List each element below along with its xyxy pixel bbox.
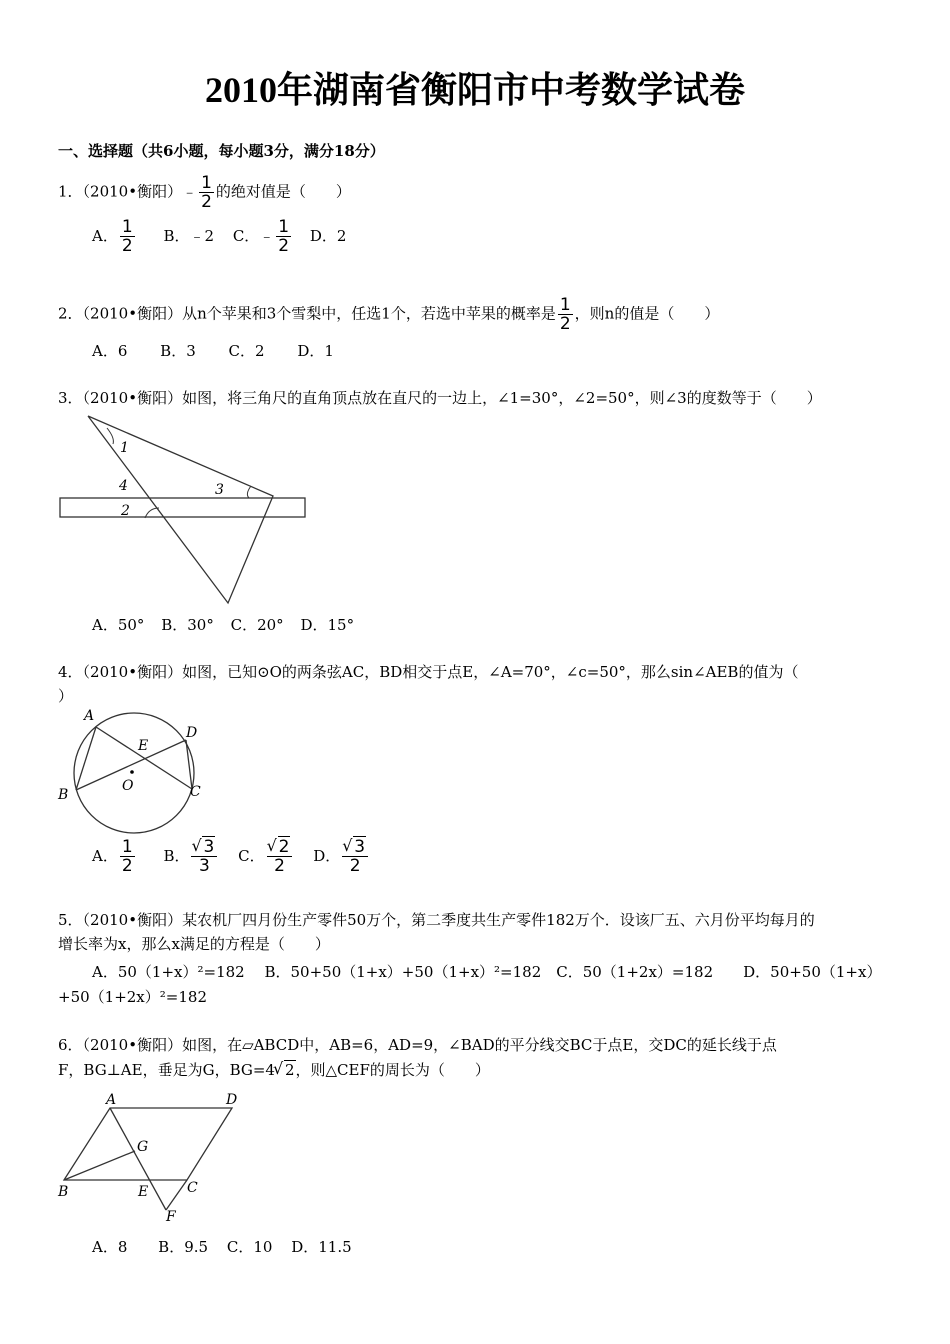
label-d: D — [186, 725, 198, 741]
question-1-stem-a: （2010•衡阳）﹣ — [82, 182, 198, 201]
question-4 — [58, 660, 798, 684]
chord-ac — [96, 727, 192, 789]
label-4: 4 — [119, 478, 128, 494]
q1-option-c[interactable]: C．﹣ $\frac{1}{2}$ — [232, 217, 290, 256]
question-6-stem-b: F，BG⊥AE，垂足为G，BG=4√ 2，则△CEF的周长为（ ） — [58, 1058, 490, 1082]
q2-option-b[interactable]: B．3 — [160, 342, 196, 360]
circle-o — [74, 713, 194, 833]
question-1-number: 1． — [58, 182, 83, 201]
question-5-number: 5． — [58, 911, 83, 929]
q3-option-a[interactable]: A．50° — [92, 616, 145, 634]
label-e: E — [138, 738, 149, 754]
question-2-stem-b: ，则n的值是（ ） — [574, 304, 720, 323]
q2-option-a[interactable]: A．6 — [92, 342, 128, 360]
set-square — [88, 416, 273, 603]
label-g: G — [137, 1139, 149, 1155]
page-title: 2010年湖南省衡阳市中考数学试卷 — [204, 70, 745, 110]
q1-option-d[interactable]: D．2 — [309, 226, 347, 245]
label-2: 2 — [121, 503, 130, 519]
q2-option-d[interactable]: D．1 — [297, 342, 334, 360]
q4-option-a[interactable]: A． $\frac{1}{2}$ — [92, 837, 133, 876]
section-heading: 一、选择题（共6小题，每小题3分，满分18分） — [58, 142, 385, 160]
question-6 — [58, 1033, 777, 1057]
question-4-stem-a: （2010•衡阳）如图，已知⊙O的两条弦AC，BD相交于点E，∠A=70°，∠c=50°，那么sin∠AEB的值为（ — [82, 663, 799, 681]
label-c: C — [187, 1180, 198, 1196]
q6-option-b[interactable]: B．9.5 — [158, 1238, 209, 1256]
question-5-options-line1[interactable]: A．50（1+x）²=182 B．50+50（1+x）+50（1+x）²=182 C．50（1+2x）=182 D．50+50（1+x） — [92, 963, 882, 981]
label-f: F — [166, 1209, 176, 1225]
line-cf — [166, 1180, 187, 1210]
label-a: A — [84, 708, 95, 724]
label-3: 3 — [215, 482, 224, 498]
q6-figure — [52, 1088, 252, 1226]
label-e: E — [138, 1184, 149, 1200]
question-6-stem-a: （2010•衡阳）如图，在▱ABCD中，AB=6，AD=9，∠BAD的平分线交BC于点E，交DC的延长线于点 — [82, 1036, 777, 1054]
angle-3-arc — [247, 486, 251, 498]
question-2 — [58, 296, 719, 333]
label-o: O — [122, 778, 134, 794]
q6-option-a[interactable]: A．8 — [92, 1238, 128, 1256]
label-1: 1 — [120, 440, 129, 456]
question-3-stem: （2010•衡阳）如图，将三角尺的直角顶点放在直尺的一边上，∠1=30°，∠2=50°，则∠3的度数等于（ ） — [82, 389, 822, 407]
question-5-stem-a: （2010•衡阳）某农机厂四月份生产零件50万个，第二季度共生产零件182万个．设该厂五、六月份平均每月的 — [82, 911, 815, 929]
label-b: B — [58, 1184, 69, 1200]
question-4-options — [92, 838, 370, 875]
segment-dc — [186, 740, 192, 789]
question-4-number: 4． — [58, 663, 83, 681]
question-2-fraction: $\frac{1}{2}$ — [559, 295, 571, 334]
question-1 — [58, 174, 351, 211]
question-2-options — [92, 340, 334, 361]
question-2-number: 2． — [58, 304, 83, 323]
question-1-stem-b: 的绝对值是（ ） — [215, 182, 351, 201]
q3-option-d[interactable]: D．15° — [300, 616, 355, 634]
q6-option-d[interactable]: D．11.5 — [291, 1238, 352, 1256]
question-5-stem-b: 增长率为x，那么x满足的方程是（ ） — [58, 935, 330, 953]
q4-option-c[interactable]: C． √ $\frac{2}{2}$ — [238, 847, 294, 865]
label-b: B — [58, 787, 69, 803]
question-1-options — [92, 218, 346, 255]
q6-option-c[interactable]: C．10 — [226, 1238, 273, 1256]
question-4-stem-b: ） — [58, 687, 74, 705]
q4-option-d[interactable]: D． √ $\frac{3}{2}$ — [313, 847, 370, 865]
q4-figure — [52, 703, 212, 839]
question-6-number: 6． — [58, 1036, 83, 1054]
sqrt-2: √ 2 — [275, 1058, 296, 1082]
q4-option-b[interactable]: B． √ $\frac{3}{3}$ — [163, 847, 219, 865]
question-3-number: 3． — [58, 389, 83, 407]
q3-figure — [55, 412, 315, 608]
q1-option-a[interactable]: A． $\frac{1}{2}$ — [92, 217, 133, 256]
question-2-stem-a: （2010•衡阳）从n个苹果和3个雪梨中，任选1个，若选中苹果的概率是 — [82, 304, 556, 323]
label-c: C — [190, 784, 201, 800]
question-5-options-line2[interactable]: +50（1+2x）²=182 — [58, 988, 207, 1006]
q3-option-b[interactable]: B．30° — [161, 616, 214, 634]
line-bg — [64, 1151, 135, 1180]
label-a: A — [106, 1092, 117, 1108]
question-3 — [58, 386, 822, 410]
question-1-fraction: $\frac{1}{2}$ — [201, 173, 212, 212]
label-d: D — [226, 1092, 238, 1108]
center-point — [130, 770, 134, 774]
q3-option-c[interactable]: C．20° — [230, 616, 284, 634]
question-6-options — [92, 1236, 352, 1257]
question-5 — [58, 908, 815, 932]
q1-option-b[interactable]: B．﹣2 — [163, 226, 215, 245]
q2-option-c[interactable]: C．2 — [228, 342, 265, 360]
question-3-options — [92, 614, 354, 635]
